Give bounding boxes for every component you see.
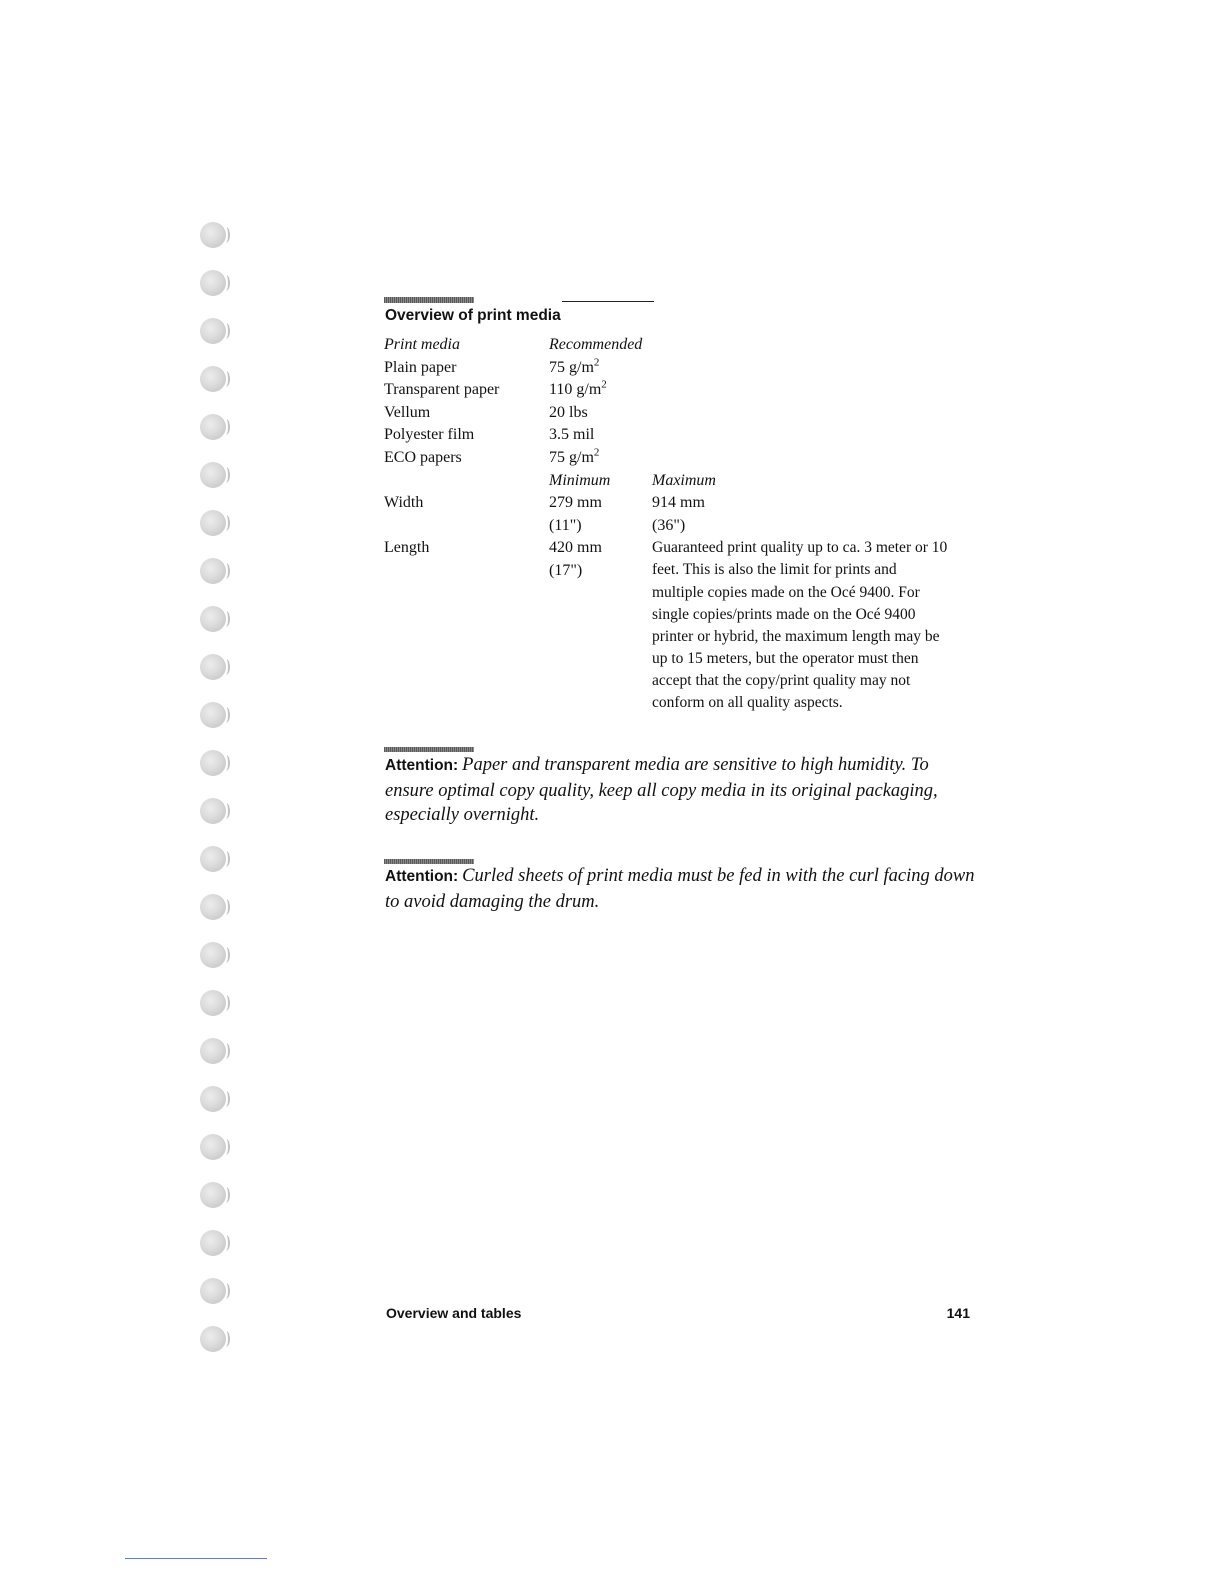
binder-hole-icon: [200, 510, 226, 536]
header-maximum: Maximum: [652, 471, 716, 489]
media-value: 3.5 mil: [549, 426, 595, 444]
binder-holes: [200, 222, 240, 1362]
length-inch-row: [384, 560, 984, 583]
binder-hole-icon: [200, 462, 226, 488]
table-row: [384, 402, 984, 425]
size-header-row: [384, 470, 984, 493]
binder-hole-icon: [200, 222, 226, 248]
binder-hole-icon: [200, 606, 226, 632]
media-value: 110 $g/m^2$: [549, 378, 607, 399]
length-max-note: Guaranteed print quality up to ca. 3 meter or 10 feet. This is also the limit for prints and multiple copies made on the Océ 9400. For single copies/prints made on the Océ 9400 printer or hybrid, the maximum length may be up to 15 meters, but the operator must then accept that the copy/print quality may not conform on all quality aspects.: [652, 539, 948, 711]
section-header-rule: [562, 301, 654, 302]
media-name: Plain paper: [384, 358, 457, 376]
attention-bar: [384, 747, 474, 752]
binder-hole-icon: [200, 270, 226, 296]
width-min-mm: 279 mm: [549, 494, 602, 512]
length-min-inch: (17"): [549, 561, 583, 579]
binder-hole-icon: [200, 558, 226, 584]
binder-hole-icon: [200, 1182, 226, 1208]
media-value: 20 lbs: [549, 403, 588, 421]
attention-label: Attention:: [385, 757, 459, 774]
attention-text: Curled sheets of print media must be fed in with the curl facing down to avoid damaging the drum.: [385, 866, 975, 912]
binder-hole-icon: [200, 1326, 226, 1352]
binder-hole-icon: [200, 942, 226, 968]
width-max-inch: (36"): [652, 516, 686, 534]
section-header-bar: [384, 297, 474, 303]
bottom-rule: [125, 1558, 267, 1559]
binder-hole-icon: [200, 990, 226, 1016]
attention-text: Paper and transparent media are sensitive to high humidity. To ensure optimal copy quality, keep all copy media in its original packaging, especially overnight.: [385, 755, 938, 825]
table-row: [384, 424, 984, 447]
media-name: ECO papers: [384, 448, 462, 466]
binder-hole-icon: [200, 414, 226, 440]
width-max-mm: 914 mm: [652, 494, 705, 512]
binder-hole-icon: [200, 366, 226, 392]
binder-hole-icon: [200, 318, 226, 344]
table-row: [384, 447, 984, 470]
binder-hole-icon: [200, 750, 226, 776]
binder-hole-icon: [200, 894, 226, 920]
binder-hole-icon: [200, 1038, 226, 1064]
binder-hole-icon: [200, 1086, 226, 1112]
media-value: 75 $g/m^2$: [549, 446, 600, 466]
binder-hole-icon: [200, 1134, 226, 1160]
header-minimum: Minimum: [549, 471, 611, 489]
binder-hole-icon: [200, 702, 226, 728]
table-header-row: [384, 334, 984, 357]
table-row: [384, 357, 984, 380]
width-min-inch: (11"): [549, 516, 582, 534]
header-print-media: Print media: [384, 336, 460, 353]
media-name: Transparent paper: [384, 381, 500, 399]
length-label: Length: [384, 539, 430, 557]
media-name: Polyester film: [384, 426, 475, 444]
width-label: Width: [384, 494, 424, 512]
binder-hole-icon: [200, 1230, 226, 1256]
length-min-mm: 420 mm: [549, 539, 602, 557]
header-recommended: Recommended: [549, 336, 643, 353]
table-row: [384, 379, 984, 402]
width-row: [384, 492, 984, 515]
media-name: Vellum: [384, 403, 431, 421]
attention-note-humidity: [385, 753, 975, 828]
attention-note-curl: [385, 864, 975, 914]
media-value: 75 $g/m^2$: [549, 356, 600, 376]
section-title: Overview of print media: [385, 307, 561, 324]
binder-hole-icon: [200, 654, 226, 680]
width-inch-row: [384, 515, 984, 538]
page-number: 141: [946, 1305, 970, 1321]
attention-label: Attention:: [385, 868, 459, 885]
print-media-table: [384, 334, 984, 711]
binder-hole-icon: [200, 798, 226, 824]
binder-hole-icon: [200, 1278, 226, 1304]
binder-hole-icon: [200, 846, 226, 872]
footer-section-name: Overview and tables: [386, 1305, 522, 1321]
